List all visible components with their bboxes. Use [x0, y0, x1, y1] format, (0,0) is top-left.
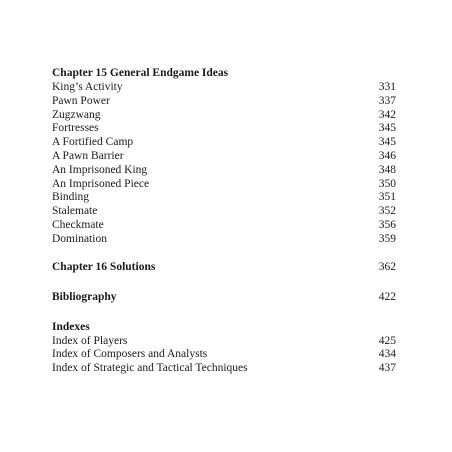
entry-title: Index of Composers and Analysts [52, 348, 208, 361]
toc-entry [52, 233, 398, 247]
entry-title: Index of Players [52, 334, 128, 347]
entry-title: Pawn Power [52, 94, 110, 107]
entry-title: A Fortified Camp [52, 136, 134, 149]
toc-entry [52, 191, 398, 205]
toc-entry [52, 205, 398, 219]
entry-title: A Pawn Barrier [52, 149, 124, 162]
entry-page-number: 342 [378, 108, 396, 121]
entry-title: Zugzwang [52, 108, 101, 121]
entry-title: Binding [52, 191, 90, 204]
entry-title: Index of Strategic and Tactical Techniques [52, 362, 248, 375]
entry-page-number: 348 [378, 163, 396, 176]
section-heading-row [52, 320, 398, 335]
section-title: Chapter 16 Solutions [52, 260, 156, 273]
section-page-number: 362 [378, 260, 396, 273]
entry-page-number: 346 [378, 149, 396, 162]
entry-page-number: 437 [378, 362, 396, 375]
toc-entry [52, 136, 398, 150]
toc-entry [52, 219, 398, 233]
entry-page-number: 331 [378, 81, 396, 93]
toc-entry [52, 122, 398, 136]
section-title: Bibliography [52, 290, 117, 303]
entry-page-number: 351 [378, 191, 396, 204]
entry-page-number: 356 [378, 218, 396, 231]
section-page-number: 422 [378, 290, 396, 303]
entry-page-number: 345 [378, 122, 396, 135]
toc-section-chapter-15 [52, 66, 398, 247]
toc-entry [52, 164, 398, 178]
toc-entry [52, 81, 398, 95]
toc-entry [52, 150, 398, 164]
entry-title: Checkmate [52, 218, 104, 231]
toc-section-bibliography [52, 290, 398, 305]
toc-section-indexes [52, 320, 398, 376]
entry-title: Domination [52, 232, 107, 245]
entry-title: An Imprisoned King [52, 163, 148, 176]
entry-page-number: 337 [378, 94, 396, 107]
entry-page-number: 434 [378, 348, 396, 361]
section-title: Chapter 15 General Endgame Ideas [52, 67, 229, 79]
entry-title: Stalemate [52, 205, 98, 218]
entry-page-number: 350 [378, 177, 396, 190]
entry-title: King’s Activity [52, 81, 123, 93]
table-of-contents [52, 66, 398, 376]
entry-page-number: 359 [378, 232, 396, 245]
section-title: Indexes [52, 320, 90, 333]
toc-entry [52, 109, 398, 123]
toc-entry [52, 348, 398, 362]
section-heading-row [52, 66, 398, 81]
entry-page-number: 345 [378, 136, 396, 149]
entry-title: Fortresses [52, 122, 99, 135]
entry-title: An Imprisoned Piece [52, 177, 150, 190]
section-heading-row [52, 260, 398, 275]
toc-entry [52, 335, 398, 349]
toc-entry [52, 178, 398, 192]
toc-section-chapter-16 [52, 260, 398, 275]
entry-page-number: 425 [378, 334, 396, 347]
section-heading-row [52, 290, 398, 305]
entry-page-number: 352 [378, 205, 396, 218]
toc-entry [52, 95, 398, 109]
toc-entry [52, 362, 398, 376]
